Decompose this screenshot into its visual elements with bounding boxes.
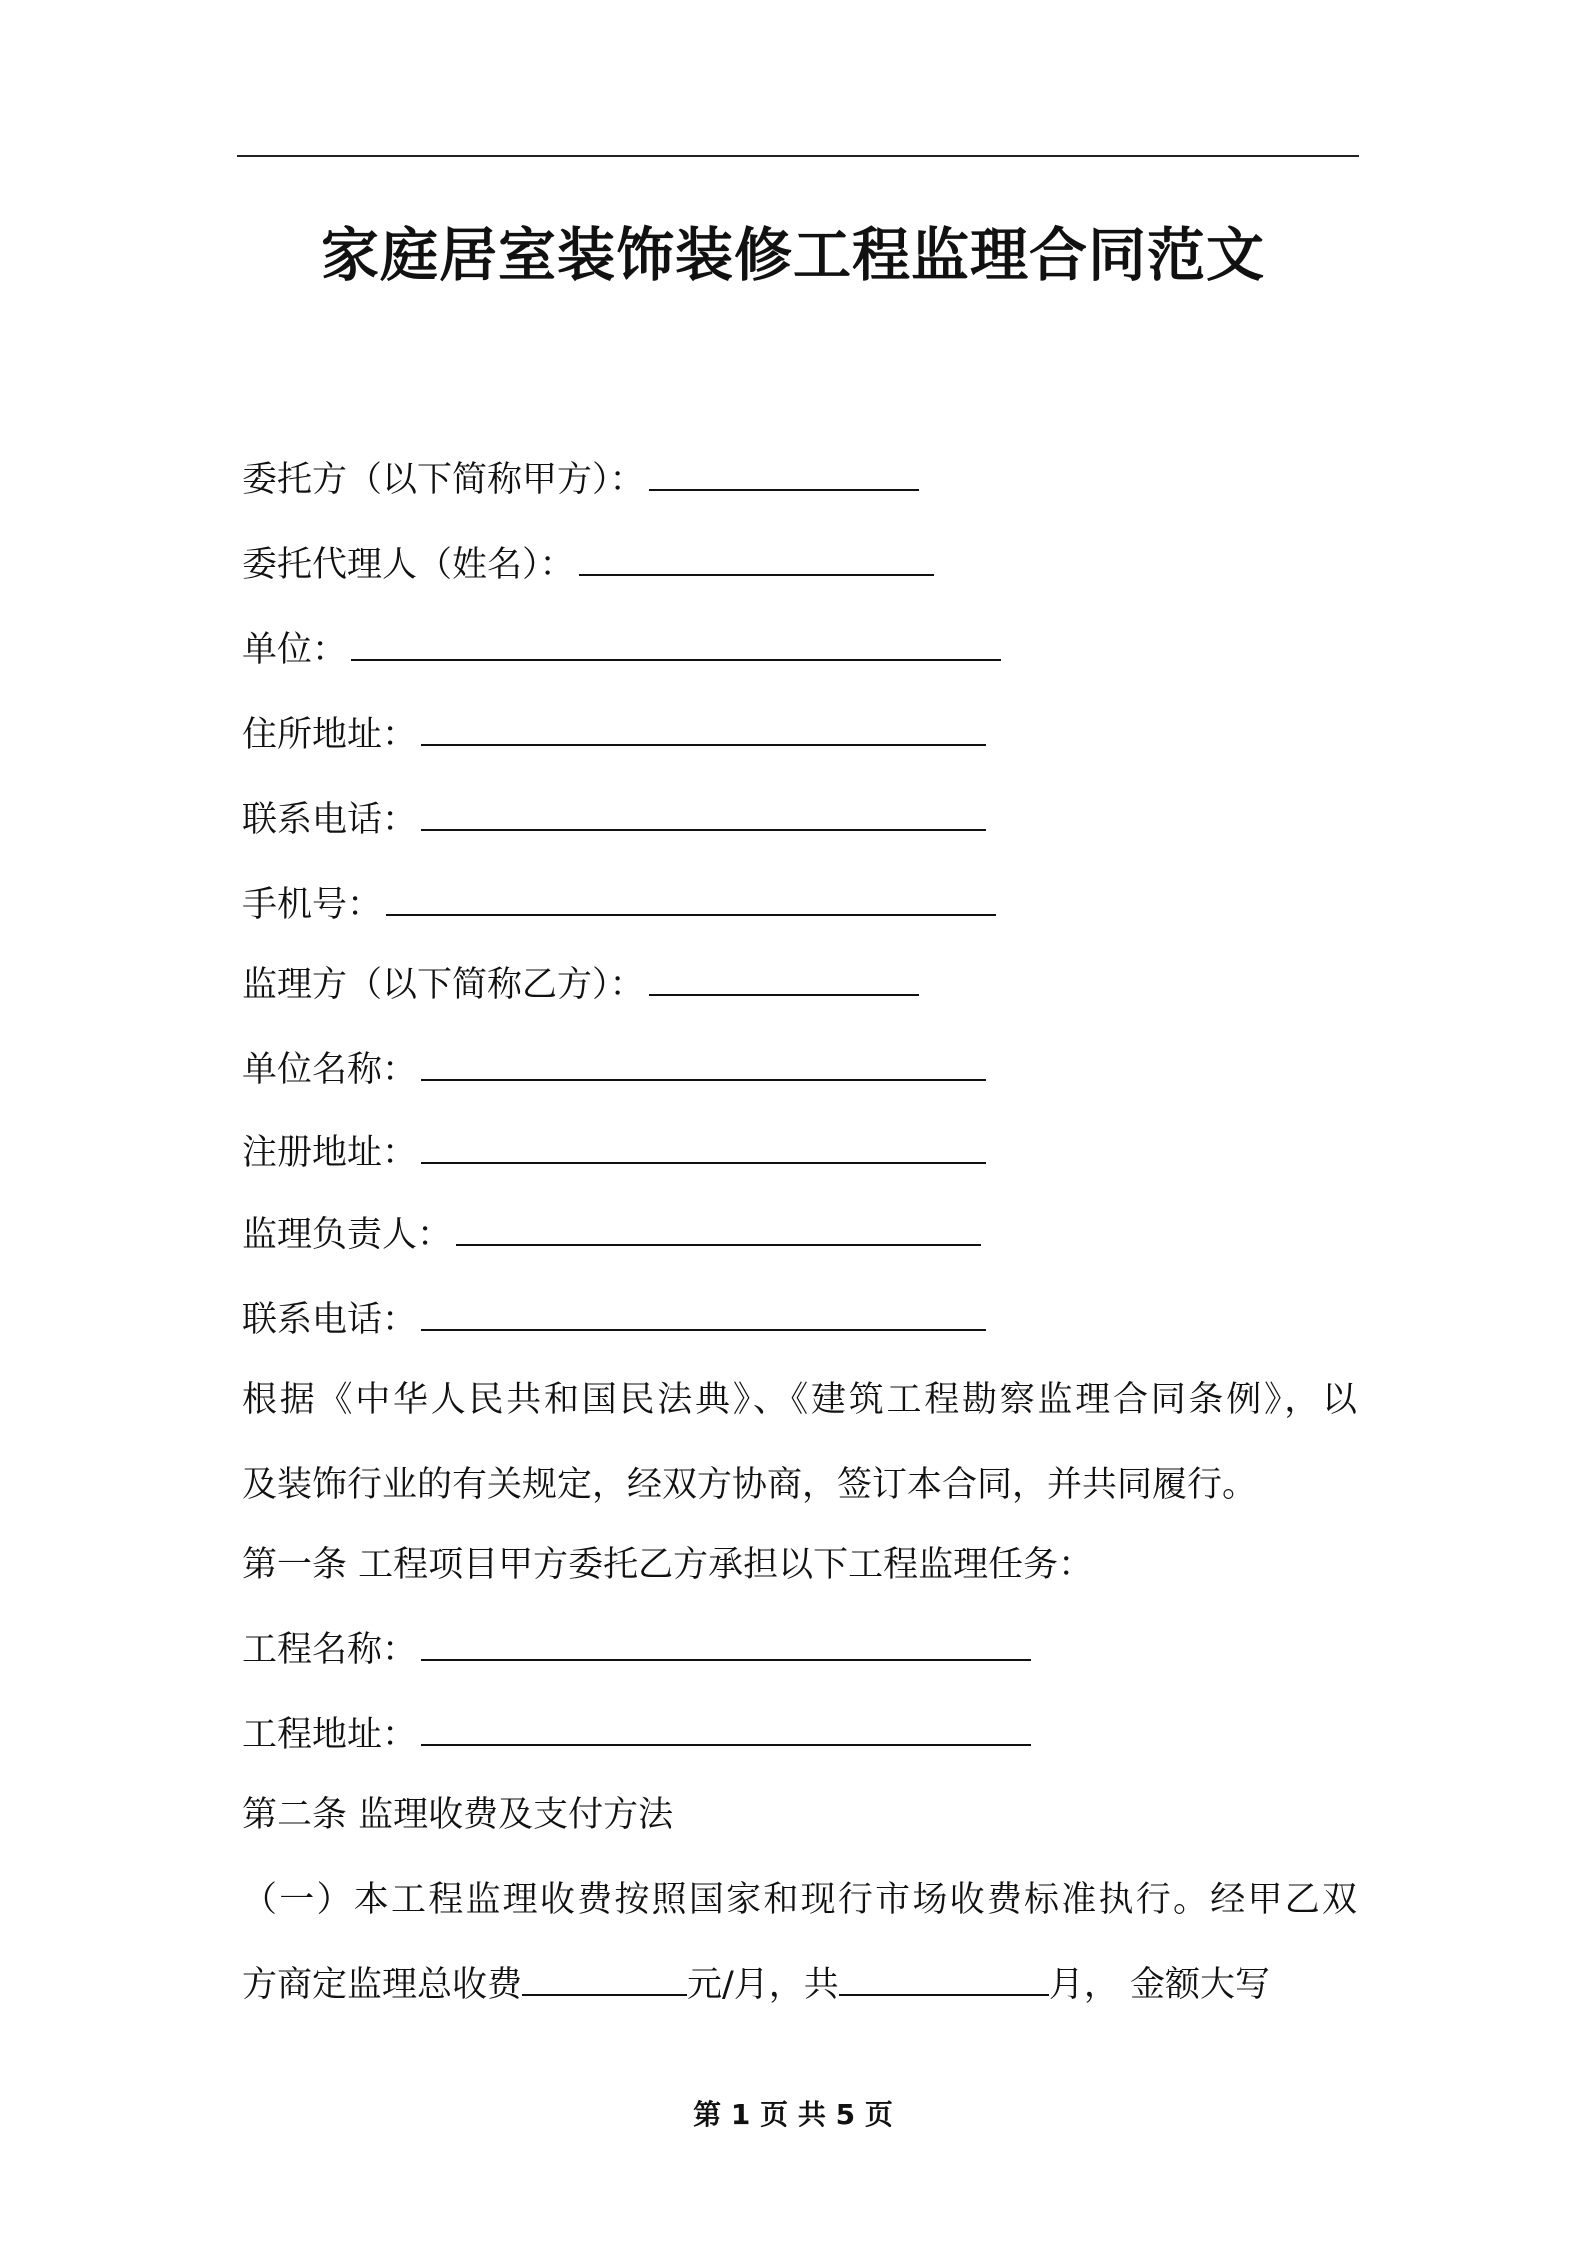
article-1-heading: 第一条 工程项目甲方委托乙方承担以下工程监理任务：	[242, 1545, 1094, 1585]
field-project-name	[242, 1625, 1031, 1675]
field-agent	[242, 540, 934, 590]
field-reg-address-blank[interactable]	[421, 1128, 986, 1164]
field-mobile-label: 手机号：	[242, 885, 383, 925]
field-project-address	[242, 1710, 1031, 1760]
monthly-fee-blank[interactable]	[522, 1960, 687, 1996]
field-reg-address	[242, 1128, 986, 1178]
field-address	[242, 710, 986, 760]
field-unit-name-label: 单位名称：	[242, 1050, 418, 1090]
field-phone-label: 联系电话：	[242, 800, 418, 840]
field-project-name-blank[interactable]	[421, 1625, 1031, 1661]
field-address-label: 住所地址：	[242, 715, 418, 755]
document-title: 家庭居室装饰装修工程监理合同范文	[320, 221, 1265, 289]
clause-1-fee-label: 方商定监理总收费	[242, 1965, 523, 2005]
field-supervisor-blank[interactable]	[649, 960, 919, 996]
header-rule	[237, 155, 1359, 157]
intro-line-1: 根据《中华人民共和国民法典》、《建筑工程勘察监理合同条例》，以	[242, 1380, 1357, 1420]
field-unit-blank[interactable]	[351, 625, 1001, 661]
field-supervisor-lead-blank[interactable]	[456, 1210, 981, 1246]
field-phone-blank[interactable]	[421, 795, 986, 831]
field-mobile-blank[interactable]	[386, 880, 996, 916]
months-count-blank[interactable]	[839, 1960, 1049, 1996]
page-number: 第 1 页 共 5 页	[693, 2098, 893, 2131]
field-unit-name	[242, 1045, 986, 1095]
field-phone2	[242, 1295, 986, 1345]
field-supervisor-label: 监理方（以下简称乙方）：	[242, 965, 645, 1005]
field-address-blank[interactable]	[421, 710, 986, 746]
field-unit-label: 单位：	[242, 630, 348, 670]
field-project-name-label: 工程名称：	[242, 1630, 418, 1670]
field-supervisor-lead-label: 监理负责人：	[242, 1215, 453, 1255]
field-phone	[242, 795, 986, 845]
field-mobile	[242, 880, 996, 930]
field-client-blank[interactable]	[649, 455, 919, 491]
field-phone2-blank[interactable]	[421, 1295, 986, 1331]
field-supervisor	[242, 960, 919, 1010]
field-client-label: 委托方（以下简称甲方）：	[242, 460, 645, 500]
field-phone2-label: 联系电话：	[242, 1300, 418, 1340]
field-unit-name-blank[interactable]	[421, 1045, 986, 1081]
field-agent-blank[interactable]	[579, 540, 934, 576]
field-agent-label: 委托代理人（姓名）：	[242, 545, 575, 585]
clause-1-line-2	[242, 1960, 1270, 2010]
field-unit	[242, 625, 1001, 675]
field-client	[242, 455, 919, 505]
field-supervisor-lead	[242, 1210, 981, 1260]
field-reg-address-label: 注册地址：	[242, 1133, 418, 1173]
intro-line-2: 及装饰行业的有关规定，经双方协商，签订本合同，并共同履行。	[242, 1465, 1258, 1505]
clause-1-month-label: 元/月，共	[687, 1965, 839, 2005]
field-project-address-label: 工程地址：	[242, 1715, 418, 1755]
field-project-address-blank[interactable]	[421, 1710, 1031, 1746]
clause-1-line-1: （一）本工程监理收费按照国家和现行市场收费标准执行。经甲乙双	[242, 1880, 1357, 1920]
clause-1-amount-label: 月， 金额大写	[1048, 1965, 1270, 2005]
article-2-heading: 第二条 监理收费及支付方法	[242, 1795, 674, 1835]
